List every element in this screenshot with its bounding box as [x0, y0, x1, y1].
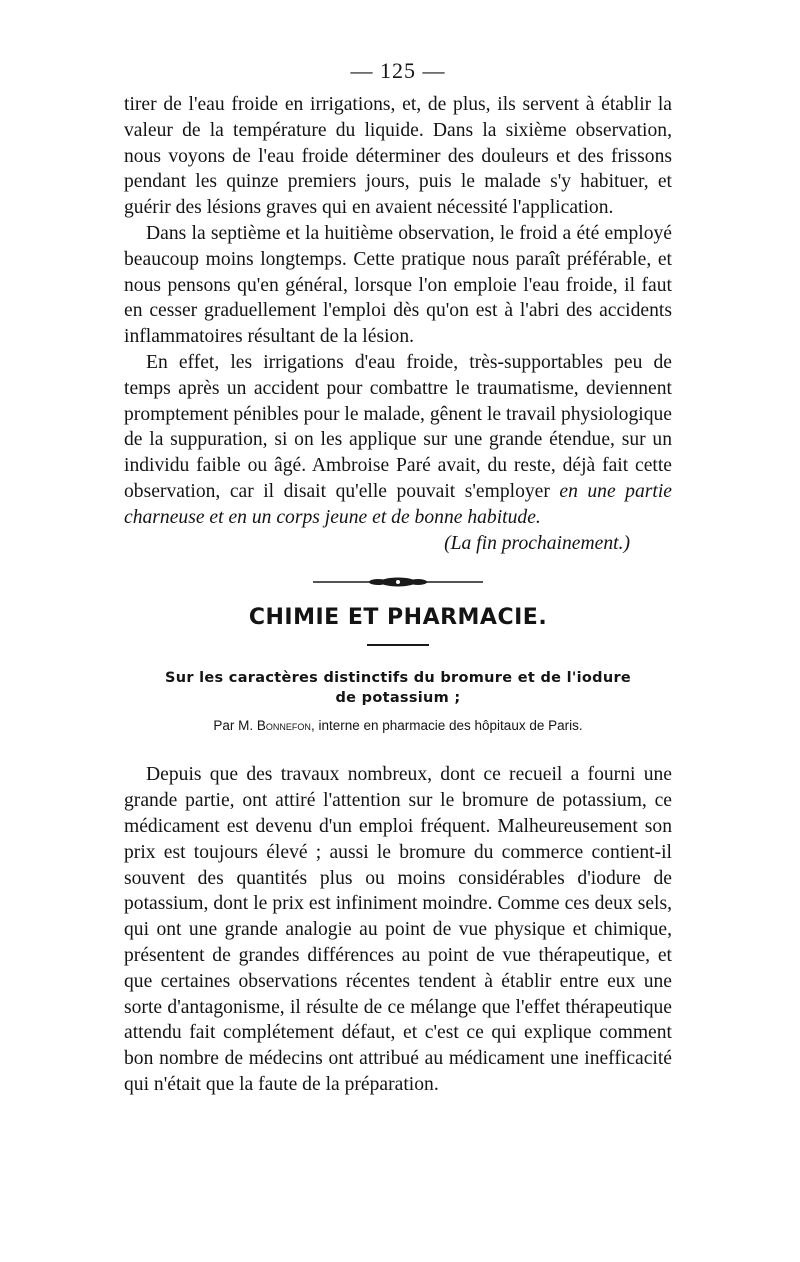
- article-paragraph: Depuis que des travaux nombreux, dont ce recueil a fourni une grande partie, ont attiré l'attention sur le bromure de potassium, ce médicament est devenu d'un emploi fréquent. Malheureusement son prix est toujours élevé ; aussi le bromure du commerce contient-il souvent des quantités plus ou moins considérables d'iodure de potassium, dont le prix est infiniment moindre. Comme ces deux sels, qui ont une grande analogie au point de vue physique et chimique, présentent de grandes différences au point de vue thérapeutique, et que certaines observations récentes tendent à établir entre eux une sorte d'antagonisme, il résulte de ce mélange que l'effet thérapeutique attendu fait complétement défaut, et c'est ce qui explique comment bon nombre de médecins ont attribué au médicament une inefficacité qui n'était que la faute de la préparation.: [124, 764, 672, 1095]
- section-rule: [367, 644, 429, 646]
- page-number: — 125 —: [350, 58, 446, 83]
- paragraph-1: tirer de l'eau froide en irrigations, et, de plus, ils servent à établir la valeur de la température du liquide. Dans la sixième observation, nous voyons de l'eau froide déterminer des douleurs et des frissons pendant les quinze premiers jours, puis le malade s'y habituer, et guérir des lésions graves qui en avaient nécessité l'application.: [124, 94, 672, 219]
- book-page: [124, 56, 672, 1098]
- paragraph-2: Dans la septième et la huitième observation, le froid a été employé beaucoup moins longtemps. Cette pratique nous paraît préférable, et nous pensons qu'en général, lorsque l'on emploie l'eau froide, il faut en cesser graduellement l'emploi dès qu'on est à l'abri des accidents inflammatoires résultant de la lésion.: [124, 222, 672, 348]
- pare-quote: en une partie charneuse et en un corps jeune et de bonne habitude.: [124, 480, 672, 528]
- article-byline: [124, 716, 672, 736]
- byline-author: Bonnefon: [256, 718, 311, 734]
- continuation-note: (La fin prochainement.): [444, 532, 630, 554]
- section-title: CHIMIE ET PHARMACIE.: [248, 605, 548, 631]
- byline-suffix: , interne en pharmacie des hôpitaux de Paris.: [310, 718, 583, 734]
- article-title-line-1: Sur les caractères distinctifs du bromure et de l'iodure: [164, 670, 632, 687]
- article-title-line-2: de potassium ;: [335, 690, 461, 707]
- byline-prefix: Par M.: [213, 718, 254, 734]
- ornament-divider: [313, 574, 483, 590]
- continuation-line: [124, 531, 672, 557]
- article-title: [124, 668, 672, 708]
- paragraph-3: [124, 350, 672, 531]
- paragraph-3-text: En effet, les irrigations d'eau froide, très-supportables peu de temps après un accident pour combattre le traumatisme, deviennent promptement pénibles pour le malade, gênent le travail physiologique de la suppuration, si on les applique sur une grande étendue, sur un individu faible ou âgé. Ambroise Paré avait, du reste, déjà fait cette observation, car il disait qu'elle pouvait s'employer: [124, 351, 672, 502]
